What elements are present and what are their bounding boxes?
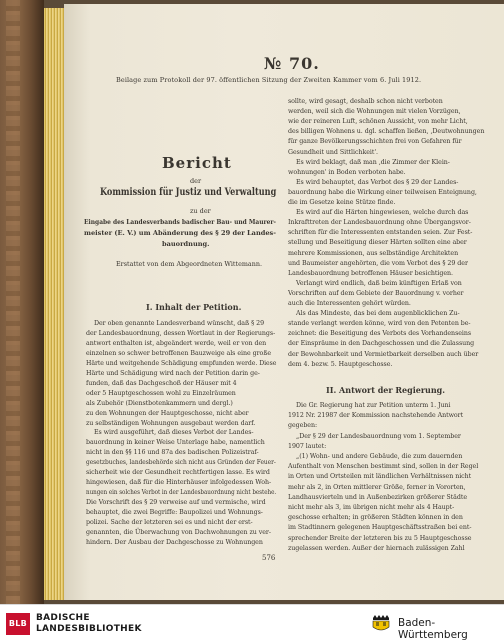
body-line: 1912 Nr. 21987 der Kommission nachstehende Antwort	[288, 412, 464, 420]
body-line: bauordnung habe die Wirkung einer teilweisen Enteignung,	[288, 188, 477, 196]
body-line: antwort enthalten ist, abgeändert werde, weil er von den	[86, 339, 267, 347]
blb-name-line1: BADISCHE	[36, 613, 90, 623]
body-line: „(1) Wohn- und andere Gebäude, die zum dauernden	[296, 453, 463, 460]
eingabe-line: Eingabe des Landesverbands badischer Bau- und Maurer-	[84, 218, 277, 226]
body-line: oder 5 Hauptgeschossen wohl zu Einzelräumen	[86, 389, 236, 397]
book-page	[64, 4, 504, 600]
body-line: einzelnen so schwer betroffenen Bauzweige als eine große	[86, 349, 272, 357]
body-line: Vorschriften auf dem Gebiete der Bauordnung v. vorher	[288, 289, 464, 297]
body-line: zugelassen werden. Außer der hiernach zulässigen Zahl	[288, 544, 465, 552]
body-line: gesetzbuches, landesbehörde sich nicht aus Gründen der Feuer-	[86, 459, 276, 467]
body-line: Inkrafttreten der Landesbauordnung ohne Übergangsvor-	[288, 219, 471, 227]
body-line: Verlangt wird endlich, daß beim künftigen Erlaß von	[296, 279, 462, 287]
body-line: polizei. Sache der letzteren sei es und nicht der erst-	[86, 519, 253, 526]
body-line: funden, daß das Dachgeschoß der Häuser mit 4	[86, 379, 237, 387]
report-der: der	[190, 177, 202, 185]
body-line: für ganze Bevölkerungsschichten frei von Gefahren für	[288, 138, 462, 146]
body-line: Die Gr. Regierung hat zur Petition unterm 1. Juni	[296, 402, 451, 409]
blb-logo[interactable]: BLB	[6, 613, 30, 635]
body-line: stande verlangt werden könne, wird von den Petenten be-	[288, 320, 471, 328]
body-line: Härte und Schädigung wird nach der Petition darin ge-	[86, 369, 260, 377]
blb-name[interactable]	[36, 613, 142, 635]
body-line: im Stadtinnern gelegenen Hauptgeschäftsstraßen bei ent-	[288, 524, 472, 532]
body-line: genannten, die Überwachung von Dachwohnungen zu ver-	[86, 528, 271, 536]
body-line: der Landesbauordnung, dessen Wortlaut in der Regierungs-	[86, 329, 276, 337]
report-title: Bericht	[162, 154, 232, 172]
body-line: „Der § 29 der Landesbauordnung vom 1. September	[296, 432, 461, 440]
body-line: wie der reineren Luft, schönen Aussicht, von mehr Licht,	[288, 118, 468, 126]
body-line: mehrere Kommissionen, aus selbständige Architekten	[288, 249, 459, 257]
body-line: Der oben genannte Landesverband wünscht, daß § 29	[94, 320, 265, 327]
bw-label[interactable]: Baden-Württemberg	[398, 617, 468, 641]
document-subline: Beilage zum Protokoll der 97. öffentlichen Sitzung der Zweiten Kammer vom 6. Juli 1912.	[116, 76, 422, 84]
body-line: Landesbauordnung betroffenen Häuser besichtigen.	[288, 269, 453, 277]
body-line: nungen ein solches Verbot in der Landesbauordnung nicht bestehe.	[86, 489, 277, 497]
body-line: und Baumeister angehörten, die vom Verbot des § 29 der	[288, 259, 468, 267]
document-number: № 70.	[264, 54, 320, 73]
body-line: Es wird auf die Härten hingewiesen, welche durch das	[296, 209, 469, 217]
page-number: 576	[262, 554, 276, 562]
body-line: Es wird ausgeführt, daß dieses Verbot der Landes-	[94, 429, 254, 437]
body-line: der Bewohnbarkeit und Vermietbarkeit derselben auch über	[288, 350, 479, 358]
body-line: schriften für die Interessenten entstanden seien. Zur Fest-	[288, 229, 473, 237]
report-zu-der: zu der	[190, 207, 211, 215]
body-line: stellung und Beseitigung dieser Härten sollten eine aber	[288, 239, 467, 247]
body-line: Es wird behauptet, das Verbot des § 29 der Landes-	[296, 178, 459, 186]
body-line: mehr als 2, in Orten mittlerer Größe, ferner in Vororten,	[288, 483, 466, 491]
section-heading-2: II. Antwort der Regierung.	[326, 385, 446, 395]
body-line: sollte, wird gesagt, deshalb schon nicht verboten	[288, 98, 443, 105]
body-line: der Einspräume in den Dachgeschossen und die Zulassung	[288, 340, 475, 348]
commission-title: Kommission für Justiz und Verwaltung	[100, 186, 277, 198]
body-line: Gesundheit und Sittlichkeit'.	[288, 148, 378, 156]
body-line: hindern. Der Ausbau der Dachgeschosse zu Wohnungen	[86, 538, 263, 546]
footer-bar	[0, 604, 504, 641]
body-line: hingewiesen, daß für die Hinterhäuser infolgedessen Woh-	[86, 479, 272, 487]
body-line: zeichnet: die Beseitigung des Verbots des Vorhandenseins	[288, 330, 472, 338]
body-line: wohnungen' in Boden verboten habe.	[288, 168, 406, 176]
body-line: Es wird beklagt, daß man ‚die Zimmer der Klein-	[296, 158, 450, 166]
blb-name-line2: LANDESBIBLIOTHEK	[36, 624, 142, 634]
body-line: die im Gesetze keine Stütze finde.	[288, 199, 396, 206]
bw-coat-of-arms-icon	[370, 614, 392, 632]
body-line: Aufenthalt von Menschen bestimmt sind, sollen in der Regel	[288, 463, 479, 471]
body-line: dem 4. bezw. 5. Hauptgeschosse.	[288, 360, 393, 368]
body-line: des billigen Wohnens u. dgl. schaffen ließen, ‚Deutwohnungen	[288, 128, 485, 136]
body-line: zu den Wohnungen der Hauptgeschosse, nicht aber	[86, 409, 249, 417]
body-line: sicherheit wie der Gesundheit rechtfertigen lasse. Es wird	[86, 469, 270, 477]
body-line: auch die Interessenten gehört würden.	[288, 300, 411, 307]
body-line: zu selbständigen Wohnungen ausgebaut werden darf.	[86, 419, 256, 427]
eingabe-line: meister (E. V.) um Abänderung des § 29 der Landes-	[84, 229, 277, 237]
eingabe-line: bauordnung.	[162, 240, 210, 248]
body-line: in Orten und Ortsteilen mit ländlichen Verhältnissen nicht	[288, 473, 472, 481]
erstattet-line: Erstattet von dem Abgeordneten Wittemann.	[116, 260, 262, 268]
body-line: 1907 lautet:	[288, 442, 327, 450]
body-line: als Zubehör (Dienstbotenkammern und dergl.)	[86, 399, 233, 407]
body-line: geschosse erhalten; in größeren Städten können in den	[288, 514, 463, 522]
body-line: nicht in den §§ 116 und 87a des badischen Polizeistraf-	[86, 449, 259, 457]
book-cover-edge	[0, 0, 44, 604]
body-line: Als das Mindeste, das bei dem augenblicklichen Zu-	[296, 310, 460, 318]
body-line: bauordnung in keiner Weise Unterlage habe, namentlich	[86, 439, 265, 447]
body-line: nicht mehr als 3, im übrigen nicht mehr als 4 Haupt-	[288, 504, 455, 511]
body-line: sprechender Breite der letzteren bis zu 5 Hauptgeschosse	[288, 534, 472, 542]
body-line: Härte und weitgehende Schädigung empfunden werde. Diese	[86, 359, 277, 367]
body-line: behauptet, die zwei Begriffe: Baupolizei und Wohnungs-	[86, 509, 263, 517]
body-line: werden, weil sich die Wohnungen mit vielen Vorzügen,	[288, 108, 461, 116]
section-heading-1: I. Inhalt der Petition.	[146, 302, 242, 312]
body-line: gegeben:	[288, 422, 318, 430]
body-line: Die Vorschrift des § 29 verweise auf und vermische, wird	[86, 499, 266, 507]
body-line: Landhausvierteln und in Außenbezirken größerer Städte	[288, 493, 468, 501]
